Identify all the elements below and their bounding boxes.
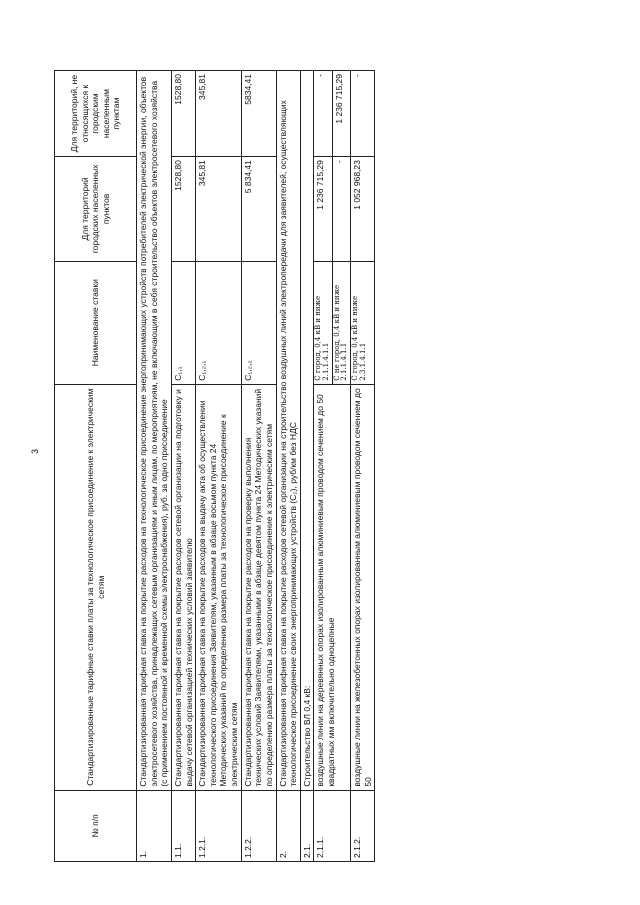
table-row (171, 71, 195, 862)
row-description: Строительство ВЛ 0,4 кВ: (300, 71, 314, 791)
row-num: 1.1. (171, 790, 195, 861)
city-value: 5 834,41 (241, 157, 276, 262)
table-row (300, 71, 314, 862)
table-row (137, 71, 172, 862)
header-non-city: Для территорий, не относящихся к городским населенным пунктам (55, 71, 137, 157)
row-description: воздушные линии на железобетонных опорах изолированным алюминиевым проводом сечением до 50 (351, 384, 375, 790)
row-num: 1.2.1. (196, 790, 242, 861)
rate-code: C город, 0,4 кВ и ниже 2.3.1.4.1.1 (351, 261, 375, 384)
table-header-row (55, 71, 137, 862)
non-city-value: 345,81 (196, 71, 242, 157)
row-num: 2.1.1. (314, 790, 351, 861)
row-num: 1. (137, 790, 172, 861)
rate-code: C город, 0,4 кВ и ниже 2.1.1.4.1.1 (314, 261, 332, 384)
city-value: 1 052 968,23 (351, 157, 375, 262)
city-value: 1 236 715,29 (314, 157, 332, 262)
non-city-value: 1 236 715,29 (332, 71, 350, 157)
table-row (351, 71, 375, 862)
table-row (196, 71, 242, 862)
city-value: 1528,80 (171, 157, 195, 262)
rate-code: C₁,₁ (171, 261, 195, 384)
row-num: 2. (276, 790, 300, 861)
rate-code: C не город, 0,4 кВ и ниже 2.1.1.4.1.1 (332, 261, 350, 384)
table-row (241, 71, 276, 862)
row-description: Стандартизированная тарифная ставка на покрытие расходов сетевой организации на строительство воздушных линий электропередачи для заявителей, осуществляющих технологическое присоединение своих энергопринимающих устройств (C₂), руб/км без НДС (276, 71, 300, 791)
header-num: № п/п (55, 790, 137, 861)
tariff-table-rotated (54, 70, 566, 862)
city-value: 345,81 (196, 157, 242, 262)
header-description: Стандартизированные тарифные ставки платы за технологическое присоединение к электрическим сетям (55, 384, 137, 790)
header-rate-name: Наименование ставки (55, 261, 137, 384)
row-description: воздушные линии на деревянных опорах изолированным алюминиевым проводом сечением до 50 квадратных мм включительно одноцепные (314, 384, 351, 790)
row-num: 1.2.2. (241, 790, 276, 861)
table-row (276, 71, 300, 862)
non-city-value: 5834,41 (241, 71, 276, 157)
city-value: - (332, 157, 350, 262)
non-city-value: - (351, 71, 375, 157)
tariff-table (54, 70, 375, 862)
non-city-value: - (314, 71, 332, 157)
header-city: Для территорий городских населенных пунктов (55, 157, 137, 262)
row-num: 2.1.2. (351, 790, 375, 861)
row-num: 2.1. (300, 790, 314, 861)
non-city-value: 1528,80 (171, 71, 195, 157)
rate-code: C₁,₂,₂ (241, 261, 276, 384)
row-description: Стандартизированная тарифная ставка на покрытие расходов на проверку выполнения технических условий Заявителями, указанными в абзаце девятом пункта 24 Методических указаний по определению размера платы за технологическое присоединение к электрическим сетям (241, 384, 276, 790)
row-description: Стандартизированная тарифная ставка на покрытие расходов на технологическое присоединение энергопринимающих устройств потребителей электрической энергии, объектов электросетевого хозяйства, принадлежащих сетевым организациям и иным лицам, по мероприятиям, не включающим в себя строительство объектов электросетевого хозяйства (с применением постоянной и временной схемы электроснабжения), руб. за одно присоединение (137, 71, 172, 791)
table-row (314, 71, 332, 862)
rate-code: C₁,₂,₁ (196, 261, 242, 384)
row-description: Стандартизированная тарифная ставка на покрытие расходов на выдачу акта об осуществлении технологического присоединения Заявителям, указанным в абзаце восьмом пункта 24 Методических указаний по определению размера платы за технологическое присоединение к электрическим сетям (196, 384, 242, 790)
row-description: Стандартизированная тарифная ставка на покрытие расходов сетевой организации на подготовку и выдачу сетевой организацией технических условий заявителю (171, 384, 195, 790)
page-number: 3 (30, 448, 40, 454)
